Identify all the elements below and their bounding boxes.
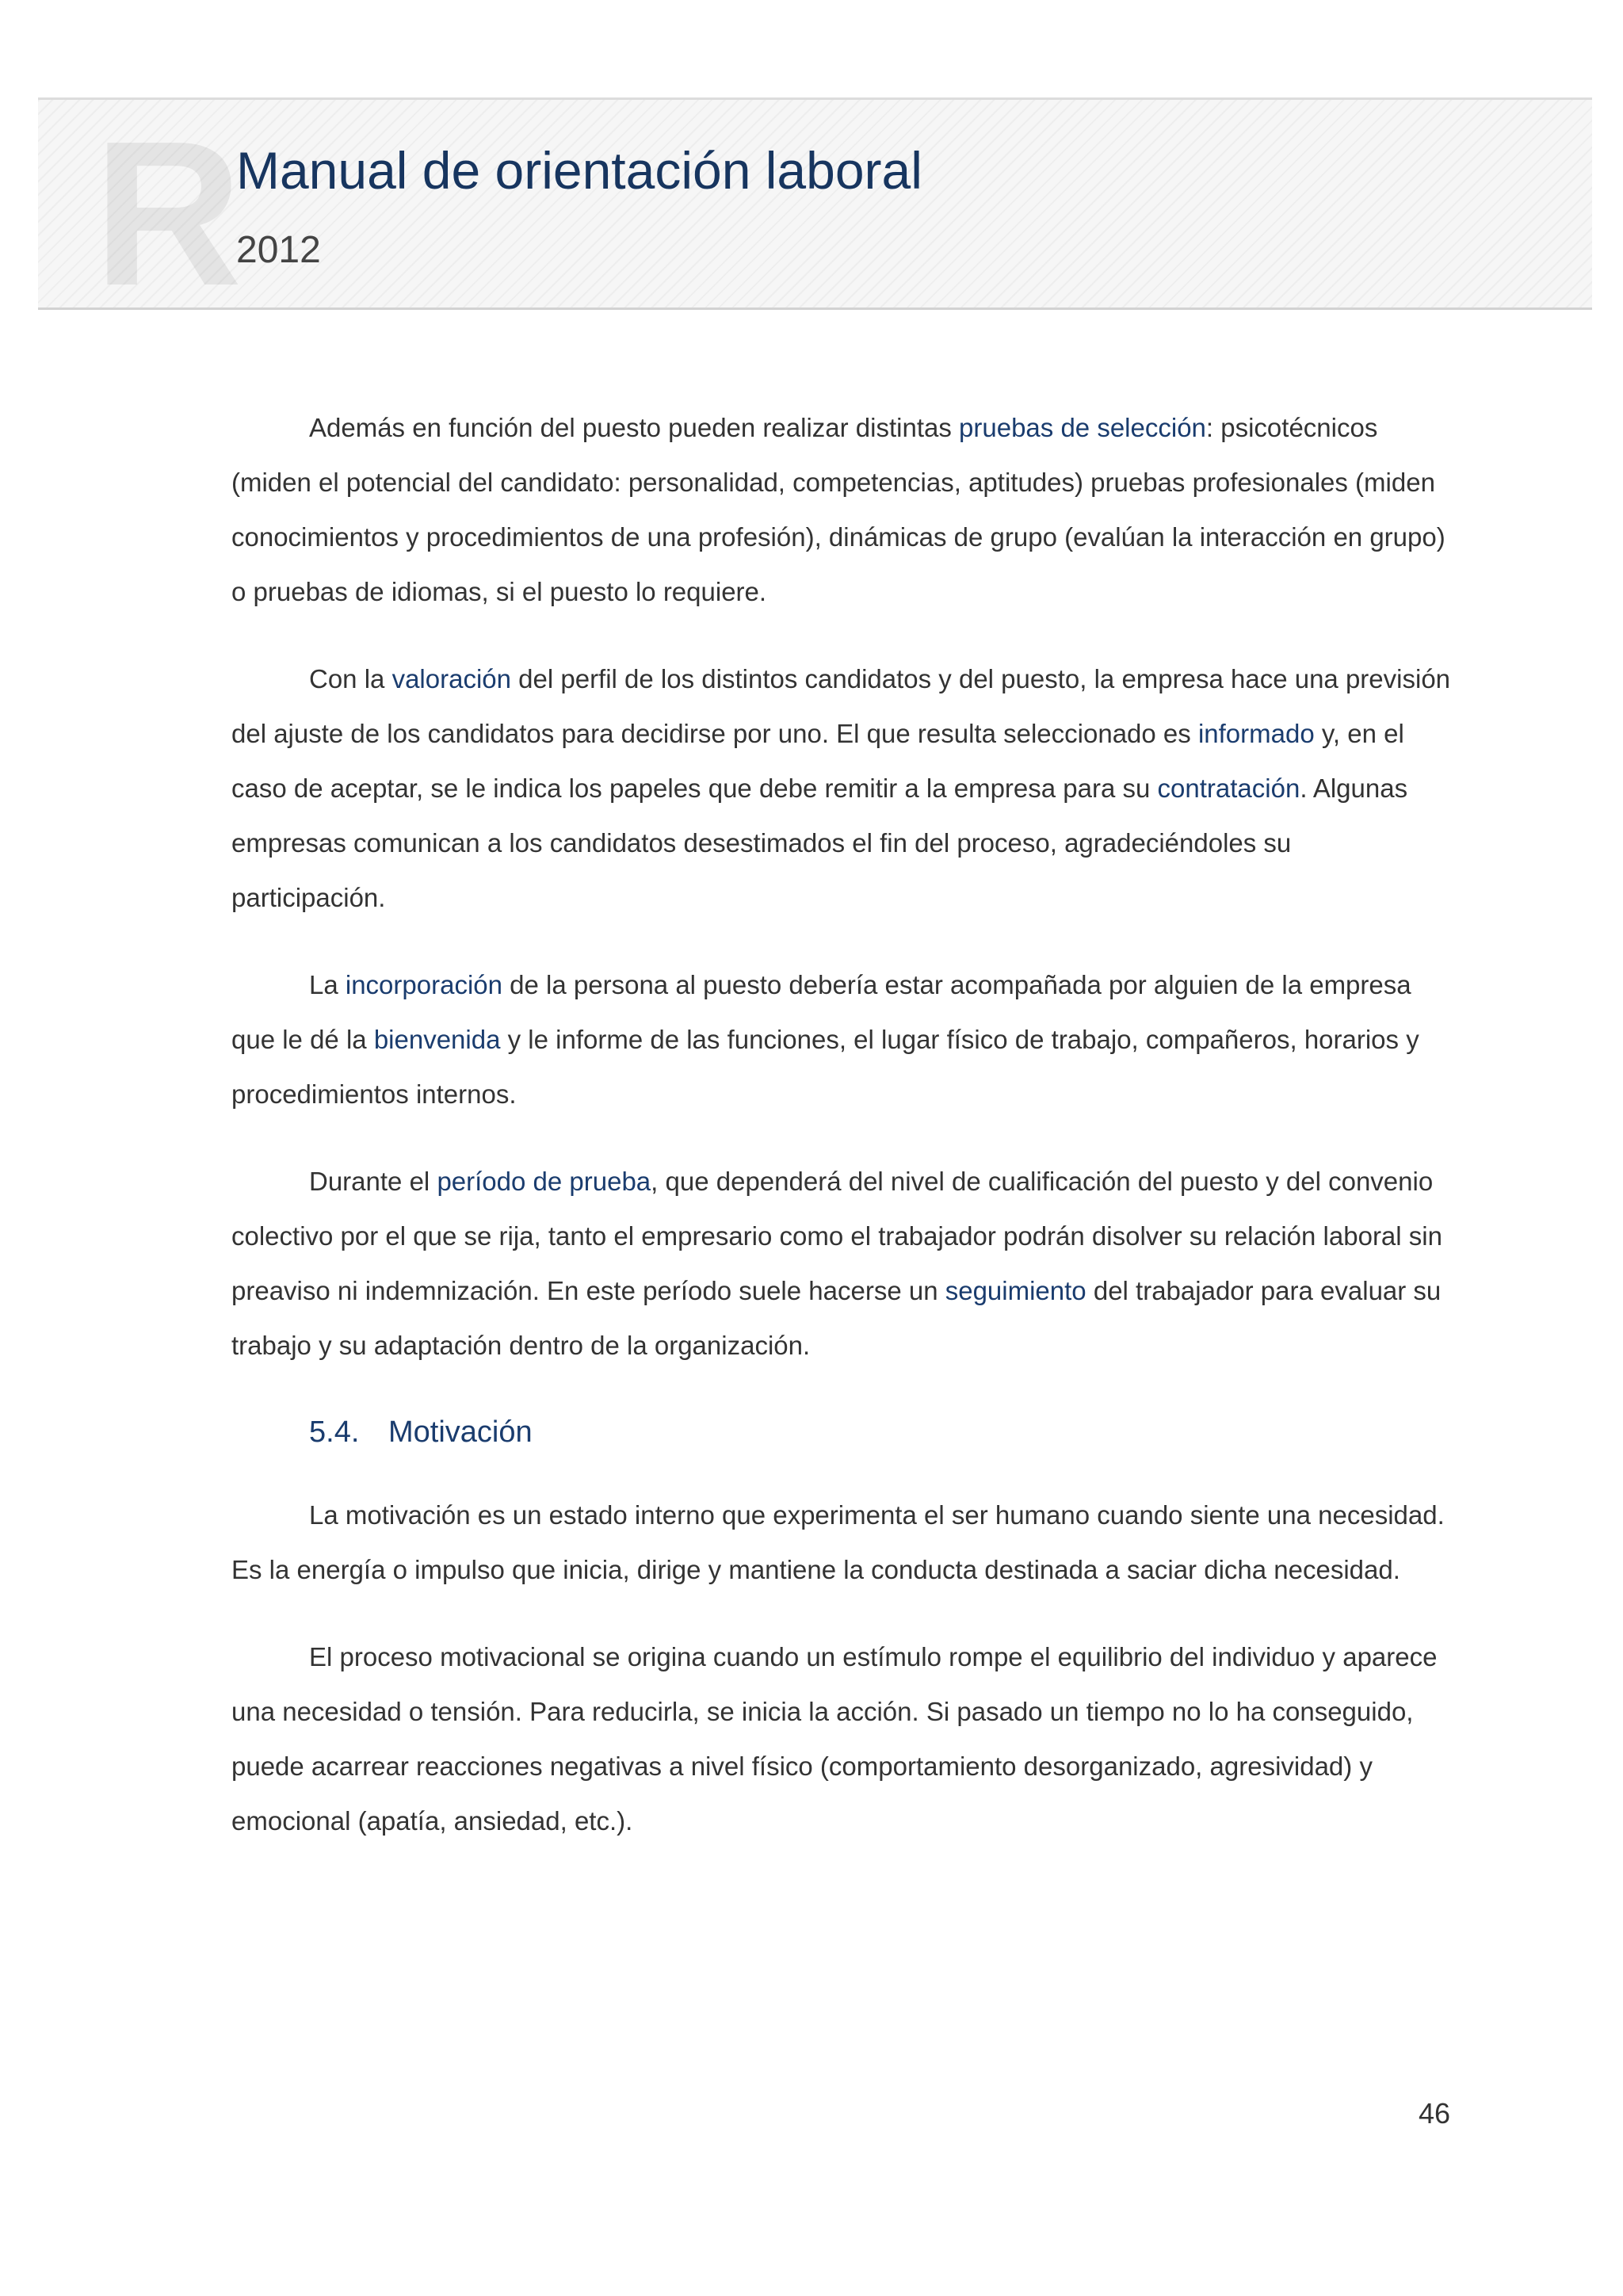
text-run: Con la — [309, 664, 392, 693]
text-run: La — [309, 970, 346, 999]
highlighted-term: incorporación — [345, 970, 502, 999]
paragraph — [231, 957, 1452, 1121]
text-run: , que dependerá del nivel de cualificación del puesto y del convenio colectivo por el que se rija, tanto el empresario como el trabajador podrán disolver su relación laboral sin preaviso ni indemnización. En este período suele hacerse un — [231, 1167, 1442, 1305]
document-title: Manual de orientación laboral — [236, 141, 922, 200]
document-header — [38, 97, 1592, 329]
text-run: El proceso motivacional se origina cuando un estímulo rompe el equilibrio del individuo y aparece una necesidad o tensión. Para reducirla, se inicia la acción. Si pasado un tiempo no lo ha conseguido, puede acarrear reacciones negativas a nivel físico (comportamiento desorganizado, agresividad) y emocional (apatía, ansiedad, etc.). — [231, 1642, 1438, 1836]
document-body — [231, 400, 1452, 1881]
text-run: y, en el caso de aceptar, se le indica los papeles que debe remitir a la empresa para su — [231, 719, 1404, 803]
section-title: Motivación — [388, 1415, 533, 1449]
text-run: de la persona al puesto debería estar acompañada por alguien de la empresa que le dé la — [231, 970, 1411, 1054]
highlighted-term: informado — [1197, 719, 1315, 748]
highlighted-term: valoración — [391, 664, 511, 693]
paragraph — [231, 1488, 1452, 1597]
paragraph — [231, 651, 1452, 925]
highlighted-term: seguimiento — [945, 1276, 1086, 1305]
highlighted-term: período de prueba — [437, 1167, 651, 1196]
highlighted-term: bienvenida — [373, 1025, 501, 1054]
paragraph — [231, 400, 1452, 619]
section-number: 5.4. — [309, 1415, 360, 1449]
text-run: y le informe de las funciones, el lugar físico de trabajo, compañeros, horarios y procedimientos internos. — [231, 1025, 1419, 1109]
document-year: 2012 — [236, 229, 321, 271]
text-run: : psicotécnicos (miden el potencial del candidato: personalidad, competencias, aptitudes) pruebas profesionales (miden conocimientos y procedimientos de una profesión), dinámicas de grupo (evalúan la interacción en grupo) o pruebas de idiomas, si el puesto lo requiere. — [231, 413, 1445, 606]
text-run: La motivación es un estado interno que experimenta el ser humano cuando siente una necesidad. Es la energía o impulso que inicia, dirige y mantiene la conducta destinada a saciar dicha necesidad. — [231, 1500, 1445, 1584]
highlighted-term: pruebas de selección — [959, 413, 1206, 442]
section-heading — [231, 1405, 1452, 1460]
text-run: del perfil de los distintos candidatos y del puesto, la empresa hace una previsión del ajuste de los candidatos para decidirse por uno. El que resulta seleccionado es — [231, 664, 1451, 748]
paragraph — [231, 1629, 1452, 1848]
text-run: . Algunas empresas comunican a los candidatos desestimados el fin del proceso, agradeciéndoles su participación. — [231, 774, 1408, 912]
watermark-logo: R — [94, 99, 242, 329]
highlighted-term: contratación — [1157, 774, 1300, 803]
paragraph — [231, 1154, 1452, 1373]
page-number: 46 — [1418, 2097, 1450, 2130]
text-run: Durante el — [309, 1167, 437, 1196]
text-run: Además en función del puesto pueden realizar distintas — [309, 413, 960, 442]
text-run: del trabajador para evaluar su trabajo y su adaptación dentro de la organización. — [231, 1276, 1442, 1360]
